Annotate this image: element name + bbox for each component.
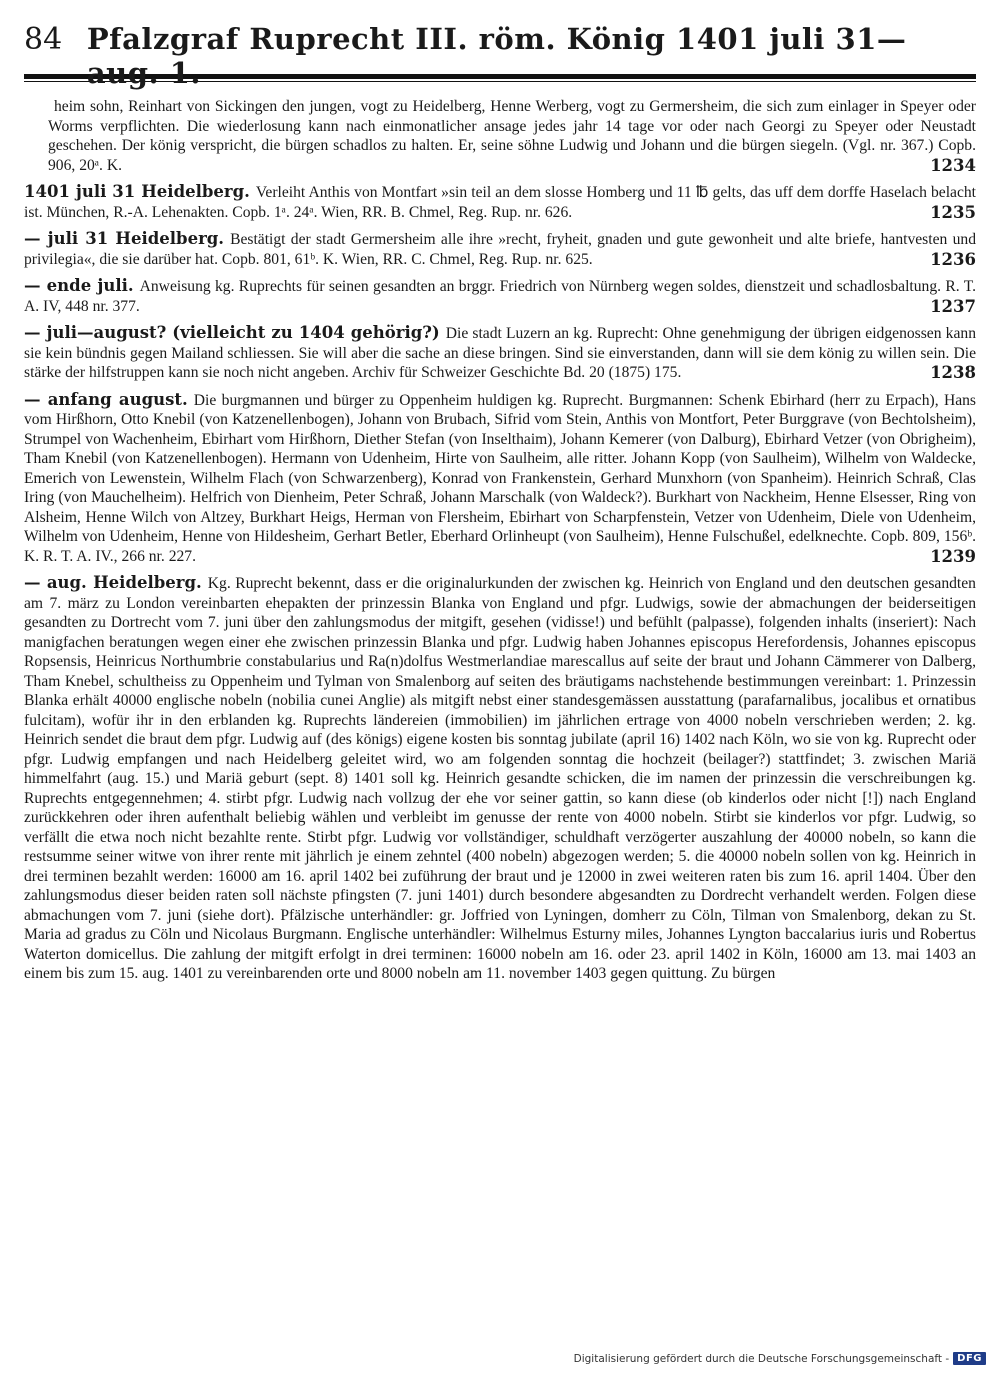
entry-number: 1235 — [930, 202, 976, 222]
entry-lead: — aug. Heidelberg. — [24, 573, 202, 592]
document-page — [24, 22, 976, 991]
regest-entry-1237 — [24, 276, 976, 316]
page-number: 84 — [24, 22, 63, 57]
entry-number: 1234 — [930, 155, 976, 175]
entry-text: Bestätigt der stadt Germersheim alle ihre »recht, fryheit, gnaden und gute gewonheit und alte briefe, hantvesten und privilegia«, die sie darüber hat. Copb. 801, 61ᵇ. K. Wien, RR. C. Chmel, Reg. Rup. nr. 625. — [24, 231, 976, 268]
entry-number: 1238 — [930, 363, 976, 382]
running-title: Pfalzgraf Ruprecht III. röm. König 1401 juli 31—aug. 1. — [86, 22, 907, 90]
entry-text: Die burgmannen und bürger zu Oppenheim huldigen kg. Ruprecht. Burgmannen: Schenk Ebirhard (herr zu Erpach), Hans vom Hirßhorn, Otto Knebil (von Katzenellenbogen), Johann von Brubach, Sifrid vom Stein, Anthis von Montfort, Peter Burggrave (von Bechtolsheim), Strumpel von Wachenheim, Ebirhart vom Hirßhorn, Diether Stefan (von Inselthaim), Johann Kemerer (von Dalburg), Ebirhard Vetzer (von Obrigheim), Tham Knebil (von Katzenellenbogen). Hermann von Udenheim, Hirte von Saulheim, alle ritter. Johann Kopp (von Saulheim), Wilhelm von Waldecke, Emerich von Lewenstein, Wilhelm Flach (von Schwarzenberg), Konrad von Frankenstein, Gerhard Munxhorn (von Spanheim). Heinrich Schraß, Clas Iring (von Mauchelheim). Helfrich von Dienheim, Peter Schraß, Johann Marschalk (von Waldeck?). Burkhart von Nackheim, Henne Elsesser, Ring von Alsheim, Henne Wilch von Altzey, Burkhart Heigs, Herman von Flersheim, Ebirhart von Scharpfenstein, Vetzer von Udenheim, Diele von Udenheim, Wilhelm von Udenheim, Henne von Hildesheim, Gerhart Betler, Eberhard Orlinheupt (von Saulheim), Henne Fulschußel, edelknechte. Copb. 809, 156ᵇ. K. R. T. A. IV., 266 nr. 227. — [24, 391, 976, 565]
page-header — [24, 22, 976, 90]
regest-entry-1236 — [24, 229, 976, 269]
footer-text: Digitalisierung gefördert durch die Deutsche Forschungsgemeinschaft - — [573, 1352, 950, 1365]
entry-lead: 1401 juli 31 Heidelberg. — [24, 182, 250, 201]
digitization-footer — [574, 1352, 986, 1365]
entry-text: Anweisung kg. Ruprechts für seinen gesandten an brggr. Friedrich von Nürnberg wegen soldes, dienstzeit und schadlosbaltung. R. T. A. IV, 448 nr. 377. — [24, 278, 976, 315]
entry-text: Verleiht Anthis von Montfart »sin teil an dem slosse Homberg und 11 ℔ gelts, das uff dem dorffe Haselach belacht ist. München, R.-A. Lehenakten. Copb. 1ᵃ. 24ᵃ. Wien, RR. B. Chmel, Reg. Rup. nr. 626. — [24, 184, 976, 221]
dfg-logo-icon: DFG — [953, 1352, 986, 1365]
entry-lead: — anfang august. — [24, 389, 188, 409]
entry-number: 1239 — [930, 546, 976, 566]
regest-entry-1239 — [24, 390, 976, 567]
regest-entry-1238 — [24, 323, 976, 383]
entry-text: Die stadt Luzern an kg. Ruprecht: Ohne genehmigung der übrigen eidgenossen kann sie kein bündnis gegen Mailand schliessen. Sie will aber die sache an diese bringen. Sind sie einverstanden, dann will sie dem könig zu willen sein. Die stärke der hilfstruppen kann sie noch nicht angeben. Archiv für Schweizer Geschichte Bd. 20 (1875) 175. — [24, 325, 976, 381]
regest-entry-1234 — [24, 96, 976, 175]
regest-entry-1240 — [24, 573, 976, 984]
regest-entry-1235 — [24, 182, 976, 222]
entry-text: heim sohn, Reinhart von Sickingen den jungen, vogt zu Heidelberg, Henne Werberg, vogt zu Germersheim, die sich zum einlager in Speyer oder Worms verpflichten. Die wiederlosung kann nach einmonatlicher ansage jedes jahr 14 tage vor oder nach Georgi zu Speyer oder Neustadt geschehen. Der könig verspricht, die bürgen schadlos zu halten. Er, seine söhne Ludwig und Johann und die bürgen siegeln. (Vgl. nr. 367.) Copb. 906, 20ᵃ. K. — [48, 98, 976, 174]
entry-number: 1236 — [930, 249, 976, 269]
entry-lead: — juli—august? (vielleicht zu 1404 gehörig?) — [24, 323, 440, 342]
entry-lead: — ende juli. — [24, 276, 134, 295]
entry-number: 1237 — [930, 296, 976, 316]
entry-text: Kg. Ruprecht bekennt, dass er die originalurkunden der zwischen kg. Heinrich von England und den deutschen gesandten am 7. märz zu London vereinbarten ehepakten der prinzessin Blanka von England und pfgr. Ludwigs, sowie der abmachungen der beiderseitigen gesandten zu Dortrecht vom 7. juni über den zahlungsmodus der mitgift, gesehen (vidisse!) und befühlt (palpasse), folgenden inhalts (inseriert): Nach manigfachen beratungen wegen einer ehe zwischen prinzessin Blanka und pfgr. Ludwig haben Johannes episcopus Herefordensis, Johannes episcopus Ropsensis, Heinricus Northumbrie constabularius und Ra(n)dolfus Westmerlandiae marescallus auf seite der braut und Johann Cämmerer von Dalberg, Tham Knebel, schultheiss zu Oppenheim und Tylman von Smalenborg auf seiten des bräutigams nachstehende bestimmungen vereinbart: 1. Prinzessin Blanka erhält 40000 englische nobeln (nobilia cunei Anglie) als mitgift nebst einer standesgemässen ausstattung (parafarnalibus, jocalibus et ornatibus fulcitam), wofür ihr in den erblanden kg. Ruprechts ländereien (immobilien) im jährlichen ertrage von 4000 nobeln verschrieben werden; 2. kg. Heinrich sendet die braut dem pfgr. Ludwig auf (des königs) eigene kosten bis sonntag jubilate (april 16) 1402 nach Köln, wo sie von kg. Ruprecht oder pfgr. Ludwig empfangen und nach Heidelberg geleitet wird, wo am folgenden sonntag die hochzeit (beilager?) stattfindet; 3. zwischen Mariä himmelfahrt (aug. 15.) und Mariä geburt (sept. 8) 1401 soll kg. Heinrich gesandte schicken, die im namen der prinzessin die verschreibungen kg. Ruprechts entgegennehmen; 4. stirbt pfgr. Ludwig nach vollzug der ehe vor seiner gattin, so kann diese (ob kinderlos oder nicht [!]) nach England zurückkehren oder ihren aufenthalt beliebig wählen und verbleibt im genusse der rente von 4000 nobeln. Stirbt sie kinderlos vor pfgr. Ludwig, so verfällt die etwa noch nicht bezahlte rente. Stirbt pfgr. Ludwig vor vollständiger, schuldhaft verzögerter auszahlung der 40000 nobeln, so kann die restsumme seiner witwe von ihrer rente mit jährlich je einem zehntel (400 nobeln) abgezogen werden; 5. die 40000 nobeln sollen von kg. Heinrich in drei terminen bezahlt werden: 16000 am 16. april 1402 bei zuführung der braut und je 12000 in zwei weiteren raten bis zum 16. april 1404. Über den zahlungsmodus dieser beiden raten soll nächste pfingsten (7. juni 1401) durch besondere abgesandten zu Dordrecht verhandelt werden. Folgen diese abmachungen vom 7. juni (siehe dort). Pfälzische unterhändler: gr. Joffried von Lyningen, domherr zu Cöln, Tilman von Smalenborg, dekan zu St. Maria ad gradus zu Cöln und Nicolaus Burgmann. Englische unterhändler: Wilhelmus Esturny miles, Johannes Lyngton baccalarius iuris und Robertus Waterton domicellus. Die zahlung der mitgift erfolgt in drei terminen: 16000 nobeln am 16. oder 23. april 1402 in Köln, 16000 am 13. mai 1403 an einem bis zum 15. aug. 1401 zu vereinbarenden orte und 8000 nobeln am 11. november 1403 gegen quittung. Zu bürgen — [24, 575, 976, 982]
entry-lead: — juli 31 Heidelberg. — [24, 229, 225, 248]
